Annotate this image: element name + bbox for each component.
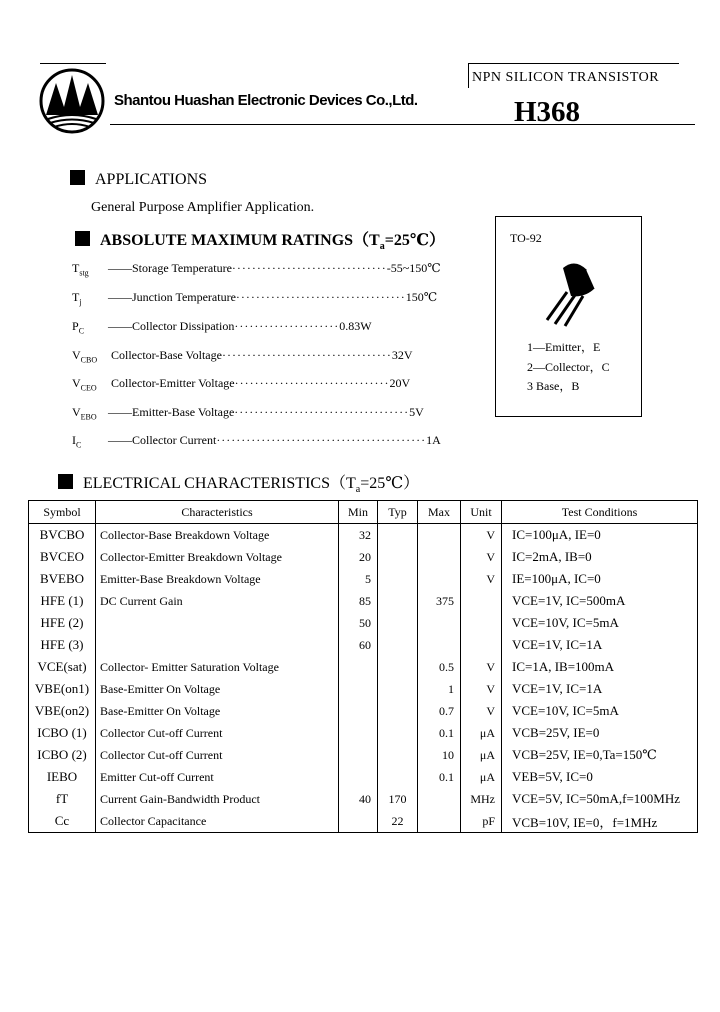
rating-leader-dots: ·································· bbox=[221, 348, 392, 362]
table-row bbox=[29, 744, 698, 766]
cell-unit bbox=[461, 590, 502, 612]
bullet-square-icon bbox=[70, 170, 85, 185]
cell-test-conditions: IC=1A, IB=100mA bbox=[502, 656, 698, 678]
header-symbol: Symbol bbox=[29, 501, 96, 524]
cell-unit: V bbox=[461, 568, 502, 590]
cell-characteristics: Emitter Cut-off Current bbox=[96, 766, 339, 788]
cell-unit: V bbox=[461, 546, 502, 568]
cell-test-conditions: VCE=10V, IC=5mA bbox=[502, 612, 698, 634]
table-row bbox=[29, 678, 698, 700]
cell-unit: μA bbox=[461, 744, 502, 766]
cell-unit: V bbox=[461, 678, 502, 700]
cell-characteristics: Emitter-Base Breakdown Voltage bbox=[96, 568, 339, 590]
applications-text: General Purpose Amplifier Application. bbox=[91, 200, 315, 215]
cell-test-conditions: VCE=1V, IC=1A bbox=[502, 678, 698, 700]
rating-leader-dots: ····················· bbox=[234, 319, 340, 333]
rating-row bbox=[72, 261, 441, 277]
rating-symbol-sub: C bbox=[76, 440, 82, 450]
cell-characteristics: DC Current Gain bbox=[96, 590, 339, 612]
cell-symbol: BVCEO bbox=[39, 549, 85, 564]
cell-characteristics: Collector Capacitance bbox=[96, 810, 339, 833]
table-row bbox=[29, 766, 698, 788]
cell-test-conditions: VCB=25V, IE=0 bbox=[502, 722, 698, 744]
cell-max: 0.1 bbox=[418, 722, 461, 744]
rating-row bbox=[72, 290, 437, 306]
rating-symbol bbox=[72, 405, 108, 421]
cell-symbol: BVEBO bbox=[39, 571, 85, 586]
cell-symbol: BVCBO bbox=[39, 527, 85, 542]
pin-2-label: 2—Collector，C bbox=[527, 360, 610, 374]
electrical-title-sub: a bbox=[355, 484, 361, 496]
cell-min: 5 bbox=[339, 568, 378, 590]
bullet-square-icon bbox=[58, 474, 73, 489]
device-type: NPN SILICON TRANSISTOR bbox=[472, 70, 660, 85]
cell-min bbox=[339, 810, 378, 833]
cell-characteristics: Collector-Base Breakdown Voltage bbox=[96, 524, 339, 547]
cell-unit: V bbox=[461, 524, 502, 547]
cell-min bbox=[339, 656, 378, 678]
cell-max bbox=[418, 788, 461, 810]
table-header-row bbox=[29, 501, 698, 524]
cell-characteristics: Base-Emitter On Voltage bbox=[96, 700, 339, 722]
rating-value: 20V bbox=[389, 376, 411, 390]
header-test-conditions: Test Conditions bbox=[502, 501, 698, 524]
cell-unit: μA bbox=[461, 766, 502, 788]
cell-symbol: VBE(on1) bbox=[34, 681, 90, 696]
applications-title: APPLICATIONS bbox=[95, 171, 208, 188]
cell-unit: pF bbox=[461, 810, 502, 833]
electrical-title-suffix: =25℃） bbox=[360, 475, 420, 492]
cell-max: 375 bbox=[418, 590, 461, 612]
package-name: TO-92 bbox=[510, 231, 542, 245]
rating-leader-dots: ·································· bbox=[235, 290, 406, 304]
table-row bbox=[29, 634, 698, 656]
electrical-title: ELECTRICAL CHARACTERISTICS（T bbox=[83, 475, 356, 492]
cell-characteristics: Current Gain-Bandwidth Product bbox=[96, 788, 339, 810]
table-row bbox=[29, 612, 698, 634]
rating-symbol-sub: EBO bbox=[80, 412, 97, 422]
cell-typ bbox=[378, 678, 418, 700]
cell-test-conditions: IE=100μA, IC=0 bbox=[502, 568, 698, 590]
cell-min: 40 bbox=[339, 788, 378, 810]
rating-label: Collector-Emitter Voltage bbox=[108, 376, 235, 390]
header-min: Min bbox=[339, 501, 378, 524]
rating-value: -55~150℃ bbox=[386, 261, 441, 275]
rating-value: 150℃ bbox=[405, 290, 438, 304]
rating-label: ——Emitter-Base Voltage bbox=[108, 405, 235, 419]
cell-min: 20 bbox=[339, 546, 378, 568]
cell-typ bbox=[378, 546, 418, 568]
pin-1-label: 1—Emitter，E bbox=[527, 340, 601, 354]
rating-value: 1A bbox=[426, 433, 441, 447]
cell-typ bbox=[378, 524, 418, 547]
rating-symbol-main: V bbox=[72, 348, 81, 362]
cell-max bbox=[418, 810, 461, 833]
cell-min: 85 bbox=[339, 590, 378, 612]
rating-symbol-main: T bbox=[72, 261, 80, 275]
cell-min bbox=[339, 744, 378, 766]
rating-leader-dots: ······························· bbox=[231, 261, 387, 275]
cell-test-conditions: IC=2mA, IB=0 bbox=[502, 546, 698, 568]
cell-typ bbox=[378, 700, 418, 722]
cell-symbol: VCE(sat) bbox=[37, 659, 87, 674]
table-row bbox=[29, 590, 698, 612]
cell-test-conditions: IC=100μA, IE=0 bbox=[502, 524, 698, 547]
rating-symbol-main: T bbox=[72, 290, 80, 304]
logo-rule bbox=[40, 63, 106, 64]
rating-symbol-main: I bbox=[72, 433, 76, 447]
cell-max: 0.7 bbox=[418, 700, 461, 722]
rating-symbol bbox=[72, 348, 108, 364]
rating-symbol-sub: j bbox=[79, 297, 82, 307]
cell-unit: V bbox=[461, 700, 502, 722]
cell-symbol: ICBO (1) bbox=[37, 725, 87, 740]
cell-symbol: HFE (3) bbox=[40, 637, 84, 652]
cell-max: 10 bbox=[418, 744, 461, 766]
cell-min bbox=[339, 700, 378, 722]
cell-test-conditions: VCE=5V, IC=50mA,f=100MHz bbox=[502, 788, 698, 810]
cell-test-conditions: VEB=5V, IC=0 bbox=[502, 766, 698, 788]
table-row bbox=[29, 524, 698, 547]
pin-3-label: 3 Base，B bbox=[527, 379, 580, 393]
rating-symbol bbox=[72, 261, 108, 277]
rating-label: Collector-Base Voltage bbox=[108, 348, 222, 362]
cell-max: 1 bbox=[418, 678, 461, 700]
cell-characteristics: Base-Emitter On Voltage bbox=[96, 678, 339, 700]
rating-symbol-sub: CBO bbox=[80, 355, 98, 365]
cell-test-conditions: VCB=25V, IE=0,Ta=150℃ bbox=[502, 744, 698, 766]
cell-unit bbox=[461, 634, 502, 656]
rating-label: ——Storage Temperature bbox=[108, 261, 232, 275]
bullet-square-icon bbox=[75, 231, 90, 246]
rating-label: ——Collector Current bbox=[108, 433, 217, 447]
header-characteristics: Characteristics bbox=[96, 501, 339, 524]
cell-symbol: HFE (2) bbox=[40, 615, 84, 630]
rating-symbol-sub: CEO bbox=[80, 383, 97, 393]
electrical-table bbox=[28, 500, 698, 833]
cell-symbol: VBE(on2) bbox=[34, 703, 90, 718]
rating-symbol-main: V bbox=[72, 405, 81, 419]
cell-max bbox=[418, 612, 461, 634]
rating-value: 0.83W bbox=[339, 319, 372, 333]
cell-max bbox=[418, 634, 461, 656]
cell-unit: MHz bbox=[461, 788, 502, 810]
cell-characteristics bbox=[96, 634, 339, 656]
rating-value: 5V bbox=[409, 405, 424, 419]
cell-max bbox=[418, 546, 461, 568]
rating-symbol-sub: stg bbox=[79, 268, 89, 278]
cell-characteristics: Collector-Emitter Breakdown Voltage bbox=[96, 546, 339, 568]
part-number: H368 bbox=[514, 96, 581, 128]
cell-symbol: Cc bbox=[54, 813, 70, 828]
cell-typ: 170 bbox=[378, 788, 418, 810]
rating-leader-dots: ·········································· bbox=[216, 433, 427, 447]
cell-min bbox=[339, 722, 378, 744]
rating-label: ——Collector Dissipation bbox=[108, 319, 235, 333]
rating-symbol bbox=[72, 433, 108, 449]
abs-max-title-suffix: =25℃） bbox=[384, 232, 446, 249]
cell-max bbox=[418, 524, 461, 547]
cell-typ bbox=[378, 744, 418, 766]
table-row bbox=[29, 788, 698, 810]
rating-symbol bbox=[72, 319, 108, 335]
applications-heading bbox=[70, 170, 207, 189]
company-logo bbox=[38, 63, 106, 135]
rating-row bbox=[72, 405, 424, 421]
cell-unit: V bbox=[461, 656, 502, 678]
rating-row bbox=[72, 348, 413, 364]
abs-max-heading bbox=[75, 227, 445, 252]
table-row bbox=[29, 568, 698, 590]
rating-leader-dots: ······························· bbox=[234, 376, 390, 390]
cell-min bbox=[339, 678, 378, 700]
cell-symbol: fT bbox=[55, 791, 69, 806]
header-max: Max bbox=[418, 501, 461, 524]
cell-typ bbox=[378, 590, 418, 612]
cell-typ bbox=[378, 656, 418, 678]
rating-row bbox=[72, 376, 410, 392]
cell-typ bbox=[378, 766, 418, 788]
header-typ: Typ bbox=[378, 501, 418, 524]
rating-symbol-main: P bbox=[72, 319, 79, 333]
abs-max-title: ABSOLUTE MAXIMUM RATINGS（T bbox=[100, 232, 380, 249]
cell-typ bbox=[378, 568, 418, 590]
table-row bbox=[29, 656, 698, 678]
cell-unit: μA bbox=[461, 722, 502, 744]
to92-package-icon bbox=[535, 258, 605, 330]
abs-max-title-sub: a bbox=[379, 241, 385, 253]
rating-value: 32V bbox=[391, 348, 413, 362]
electrical-heading bbox=[58, 470, 419, 495]
cell-min: 50 bbox=[339, 612, 378, 634]
cell-symbol: HFE (1) bbox=[40, 593, 84, 608]
cell-test-conditions: VCE=1V, IC=500mA bbox=[502, 590, 698, 612]
cell-typ bbox=[378, 612, 418, 634]
table-row bbox=[29, 722, 698, 744]
cell-test-conditions: VCB=10V, IE=0，f=1MHz bbox=[502, 810, 698, 833]
company-name: Shantou Huashan Electronic Devices Co.,Ltd. bbox=[114, 92, 418, 109]
rating-symbol bbox=[72, 290, 108, 306]
cell-min bbox=[339, 766, 378, 788]
rating-row bbox=[72, 319, 372, 335]
cell-max: 0.5 bbox=[418, 656, 461, 678]
cell-typ bbox=[378, 722, 418, 744]
cell-typ bbox=[378, 634, 418, 656]
rating-symbol-main: V bbox=[72, 376, 81, 390]
header-rule bbox=[110, 124, 695, 125]
cell-typ: 22 bbox=[378, 810, 418, 833]
rating-label: ——Junction Temperature bbox=[108, 290, 236, 304]
rating-symbol bbox=[72, 376, 108, 392]
cell-test-conditions: VCE=1V, IC=1A bbox=[502, 634, 698, 656]
cell-max: 0.1 bbox=[418, 766, 461, 788]
rating-leader-dots: ··································· bbox=[234, 405, 410, 419]
cell-min: 32 bbox=[339, 524, 378, 547]
cell-characteristics: Collector Cut-off Current bbox=[96, 744, 339, 766]
cell-test-conditions: VCE=10V, IC=5mA bbox=[502, 700, 698, 722]
table-row bbox=[29, 810, 698, 833]
cell-min: 60 bbox=[339, 634, 378, 656]
rating-symbol-sub: C bbox=[78, 326, 85, 336]
cell-unit bbox=[461, 612, 502, 634]
cell-characteristics: Collector- Emitter Saturation Voltage bbox=[96, 656, 339, 678]
cell-characteristics bbox=[96, 612, 339, 634]
cell-max bbox=[418, 568, 461, 590]
table-row bbox=[29, 700, 698, 722]
header-unit: Unit bbox=[461, 501, 502, 524]
cell-characteristics: Collector Cut-off Current bbox=[96, 722, 339, 744]
rating-row bbox=[72, 433, 441, 449]
cell-symbol: IEBO bbox=[46, 769, 78, 784]
cell-symbol: ICBO (2) bbox=[37, 747, 87, 762]
table-row bbox=[29, 546, 698, 568]
